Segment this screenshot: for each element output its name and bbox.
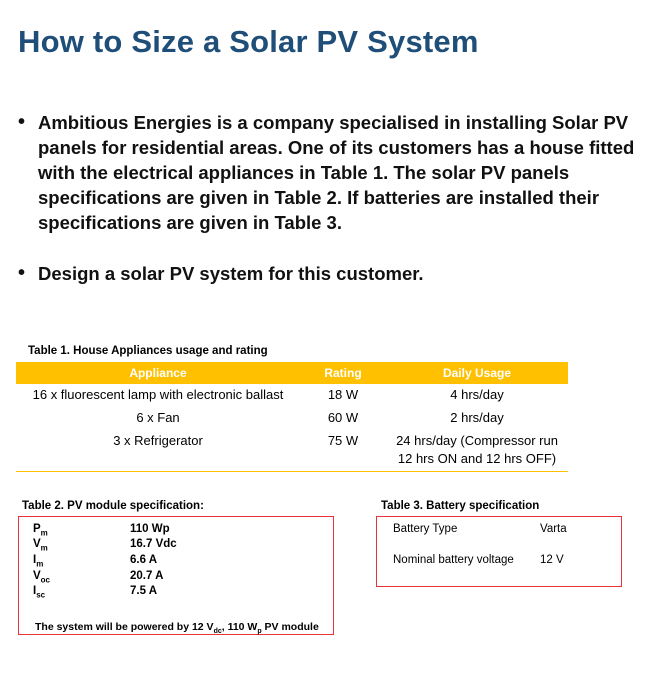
spec-symbol: $V_{oc}$ — [33, 570, 51, 585]
spec-value: 20.7 A — [130, 570, 164, 582]
cell-rating: 18 W — [327, 387, 359, 402]
cell-appliance: 3 x Refrigerator — [16, 430, 300, 472]
spec-value: 16.7 Vdc — [130, 538, 177, 550]
table-header-row — [16, 362, 568, 384]
table-row — [16, 407, 568, 430]
cell-rating: 75 W — [300, 430, 386, 472]
col-header-usage: Daily Usage — [386, 362, 568, 384]
spec-symbol: $I_m$ — [33, 554, 44, 569]
system-note: The system will be powered by 12 $V_{dc}$, 110 $W_p$ PV module — [35, 621, 319, 636]
cell-usage: 24 hrs/day (Compressor run 12 hrs ON and 12 hrs OFF) — [386, 430, 568, 472]
col-header-rating: Rating — [300, 362, 386, 384]
bullet-problem-statement: • Ambitious Energies is a company specialised in installing Solar PV panels for residential areas. One of its customers has a house fitted with the electrical appliances in Table 1. The solar PV panels specifications are given in Table 2. If batteries are installed their specifications are given in Table 3. — [16, 110, 636, 235]
table1-caption: Table 1. House Appliances usage and rating — [28, 345, 268, 357]
cell-usage: 2 hrs/day — [450, 410, 504, 425]
cell-rating: 60 W — [327, 410, 359, 425]
table-row — [16, 384, 568, 407]
table2-caption: Table 2. PV module specification: — [22, 500, 204, 512]
cell-appliance: 16 x fluorescent lamp with electronic ballast — [32, 387, 284, 402]
spec-symbol: $P_m$ — [33, 523, 48, 538]
spec-symbol: $I_{sc}$ — [33, 585, 46, 600]
table3-caption: Table 3. Battery specification — [381, 500, 540, 512]
battery-voltage-label: Nominal battery voltage — [393, 554, 514, 566]
cell-appliance: 6 x Fan — [136, 410, 180, 425]
battery-type-value: Varta — [540, 523, 567, 535]
spec-value: 110 Wp — [130, 523, 170, 535]
table-row — [16, 430, 568, 472]
appliances-table — [16, 362, 568, 472]
spec-symbol: $V_m$ — [33, 538, 48, 553]
cell-usage: 4 hrs/day — [450, 387, 504, 402]
battery-type-label: Battery Type — [393, 523, 458, 535]
bullet-task: • Design a solar PV system for this customer. — [16, 261, 636, 286]
battery-voltage-value: 12 V — [540, 554, 564, 566]
spec-value: 6.6 A — [130, 554, 158, 566]
slide-title: How to Size a Solar PV System — [18, 24, 479, 59]
bullet-list — [16, 110, 636, 286]
spec-value: 7.5 A — [130, 585, 158, 597]
battery-spec-box — [376, 516, 622, 587]
pv-module-spec-box — [18, 516, 334, 635]
col-header-appliance: Appliance — [16, 362, 300, 384]
